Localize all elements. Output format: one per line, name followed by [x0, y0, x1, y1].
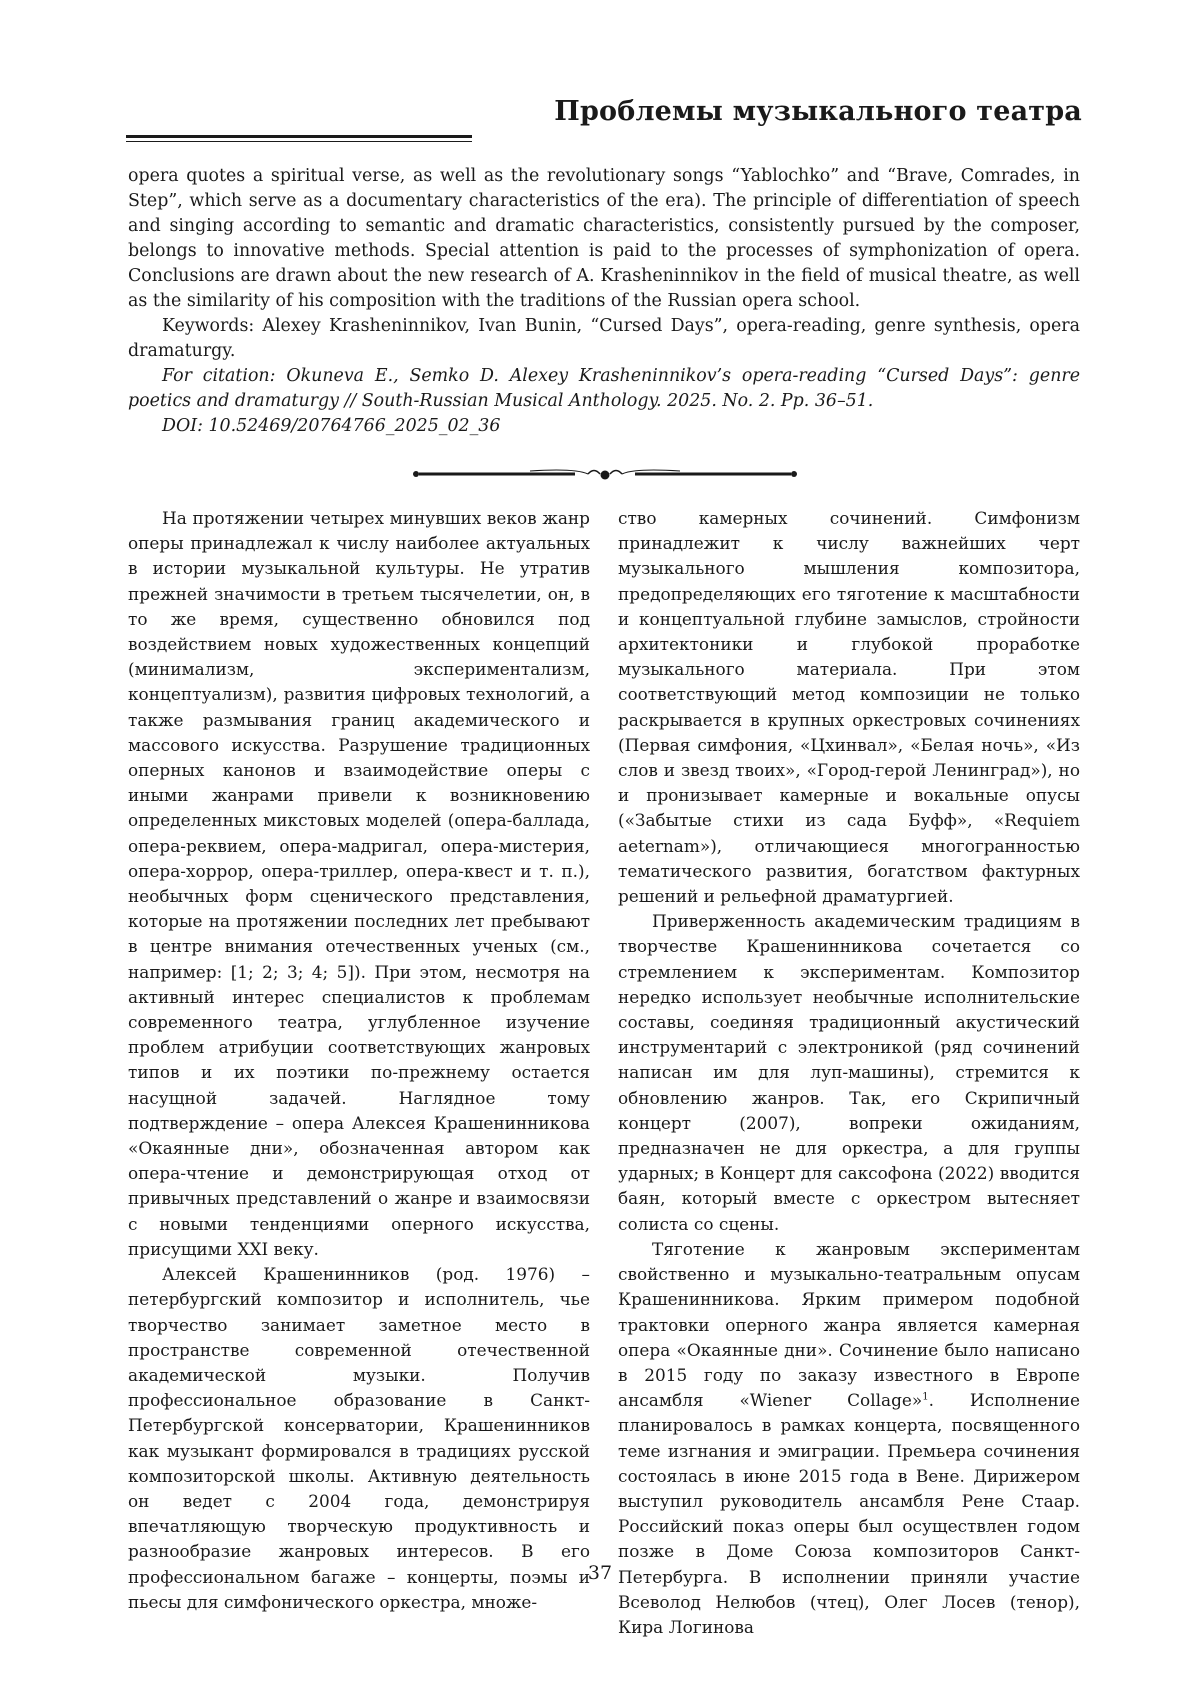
paragraph: Приверженность академическим традициям в творчестве Крашенинникова сочетается со стремлением к экспериментам. Композитор нередко использует необычные исполнительские составы, соединяя традиционный акустический инструментарий с электроникой (ряд сочинений написан им для луп-машины), стремится к обновлению жанров. Так, его Скрипичный концерт (2007), вопреки ожиданиям, предназначен не для оркестра, а для группы ударных; в Концерт для саксофона (2022) вводится баян, который вместе с оркестром вытесняет солиста со сцены.: [618, 911, 1080, 1234]
paragraph: ство камерных сочинений. Симфонизм принадлежит к числу важнейших черт музыкального мышления композитора, предопределяющих его тяготение к масштабности и концептуальной глубине замыслов, стройности архитектоники и глубокой проработке музыкального материала. При этом соответствующий метод композиции не только раскрывается в крупных оркестровых сочинениях (Первая симфония, «Цхинвал», «Белая ночь», «Из слов и звезд твоих», «Город-герой Ленинград»), но и пронизывает камерные и вокальные опусы («Забытые стихи из сада Буфф», «Requiem aeternam»), отличающиеся многогранностью тематического развития, богатством фактурных решений и рельефной драматургией.: [618, 508, 1080, 907]
abstract-body: opera quotes a spiritual verse, as well as the revolutionary songs “Yablochko” and “Brave, Comrades, in Step”, which serve as a documentary characteristics of the era). The principle of differentiation of speech and singing according to semantic and dramatic characteristics, consistently pursued by the composer, belongs to innovative methods. Special attention is paid to the processes of symphonization of opera. Conclusions are drawn about the new research of A. Krasheninnikov in the field of musical theatre, as well as the similarity of his composition with the traditions of the Russian opera school.: [128, 166, 1080, 311]
paragraph-text: . Исполнение планировалось в рамках концерта, посвященного теме изгнания и эмиграции. Премьера сочинения состоялась в июне 2015 года в Вене. Дирижером выступил руководитель ансамбля Рене Стаар. Российский показ оперы был осуществлен годом позже в Доме Союза композиторов Санкт-Петербурга. В исполнении приняли участие Всеволод Нелюбов (чтец), Олег Лосев (тенор), Кира Логинова: [618, 1390, 1080, 1637]
paragraph: Алексей Крашенинников (род. 1976) – петербургский композитор и исполнитель, чье творчество занимает заметное место в пространстве современной отечественной академической музыки. Получив профессиональное образование в Санкт-Петербургской консерватории, Крашенинников как музыкант формировался в традициях русской композиторской школы. Активную деятельность он ведет с 2004 года, демонстрируя впечатляющую творческую продуктивность и разнообразие жанровых интересов. В его профессиональном багаже – концерты, поэмы и пьесы для симфонического оркестра, множе-: [128, 1264, 590, 1612]
abstract-block: [128, 164, 1080, 439]
doi: DOI: 10.52469/20764766_2025_02_36: [162, 416, 501, 436]
paragraph: На протяжении четырех минувших веков жанр оперы принадлежал к числу наиболее актуальных в истории музыкальной культуры. Не утратив прежней значимости в третьем тысячелетии, он, в то же время, существенно обновился под воздействием новых художественных концепций (минимализм, экспериментализм, концептуализм), развития цифровых технологий, а также размывания границ академического и массового искусства. Разрушение традиционных оперных канонов и взаимодействие оперы с иными жанрами привели к возникновению определенных микстовых моделей (опера-баллада, опера-реквием, опера-мадригал, опера-мистерия, опера-хоррор, опера-триллер, опера-квест и т. п.), необычных форм сценического представления, которые на протяжении последних лет пребывают в центре внимания отечественных ученых (см., например: [1; 2; 3; 4; 5]). При этом, несмотря на активный интерес специалистов к проблемам современного театра, углубленное изучение проблем атрибуции соответствующих жанровых типов и их поэтики по-прежнему остается насущной задачей. Наглядное тому подтверждение – опера Алексея Крашенинникова «Окаянные дни», обозначенная автором как опера-чтение и демонстрирующая отход от привычных представлений о жанре и взаимосвязи с новыми тенденциями оперного искусства, присущими XXI веку.: [128, 508, 590, 1259]
header-rule-thin: [126, 141, 472, 142]
keywords: Keywords: Alexey Krasheninnikov, Ivan Bunin, “Cursed Days”, opera-reading, genre synthesis, opera dramaturgy.: [128, 316, 1080, 361]
running-header-title: Проблемы музыкального театра: [554, 96, 1082, 127]
body-column-right: [618, 506, 1080, 1640]
paragraph-text: Тяготение к жанровым экспериментам свойственно и музыкально-театральным опусам Крашенинникова. Ярким примером подобной трактовки оперного жанра является камерная опера «Окаянные дни». Сочинение было написано в 2015 году по заказу известного в Европе ансамбля «Wiener Collage»: [618, 1238, 1080, 1411]
citation: For citation: Okuneva E., Semko D. Alexey Krasheninnikov’s opera-reading “Cursed Days”: genre poetics and dramaturgy // South-Russian Musical Anthology. 2025. No. 2. Pp. 36–51.: [128, 366, 1080, 411]
footnote-marker[interactable]: 1: [922, 1391, 929, 1403]
header-rule-thick: [126, 135, 472, 138]
page-number: 37: [587, 1562, 613, 1584]
body-column-left: [128, 506, 590, 1615]
section-divider-ornament: [410, 466, 800, 482]
